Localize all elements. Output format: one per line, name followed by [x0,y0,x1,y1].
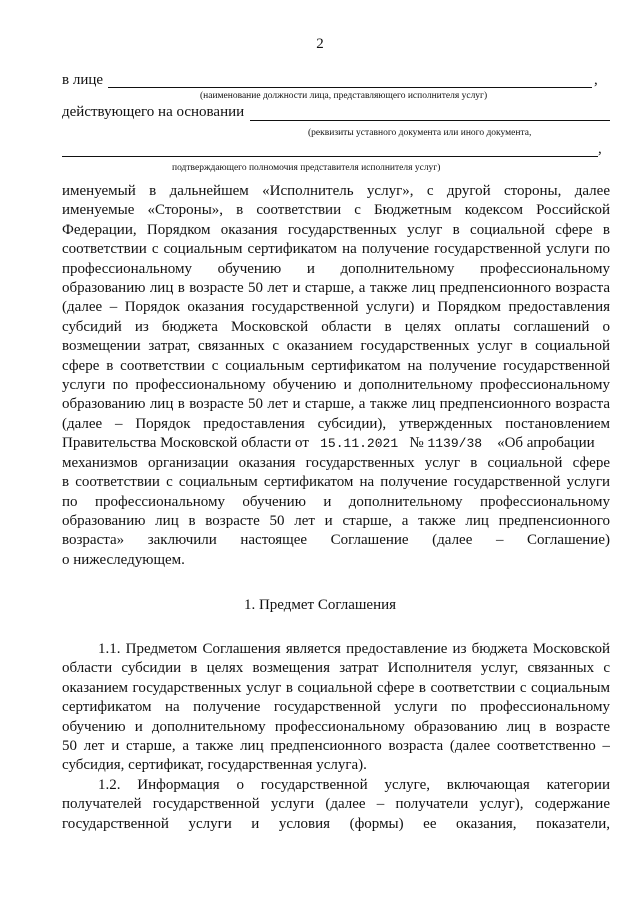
clause-1-2 [62,776,610,834]
text-line: возраста» заключили настоящее Соглашение (далее – Соглашение) [62,532,610,549]
text-line: сфере в соответствии с социальным сертификатом на получение государственной [62,357,610,374]
text-line: услуги по профессиональному обучению и дополнительному профессиональному [62,377,610,394]
text-line: образованию лиц в возрасте 50 лет и старше, а также лиц предпенсионного [62,512,610,529]
text-line: обучению и дополнительному профессиональному образованию лиц в возрасте [62,718,610,735]
text-line: сертификатом на получение государственной услуги по профессиональному [62,699,610,716]
basis-field-line [250,120,610,121]
text-line: оказанием государственных услуг в социальной сфере в соответствии с социальным [62,679,610,696]
text-line: субсидия, сертификат, государственная услуга). [62,757,367,774]
v-lice-label: в лице [62,72,104,88]
text-line: образованию лиц в возрасте 50 лет и старше, а также лиц предпенсионного возраста [62,280,610,297]
text-line: государственной услуги и условия (формы) ее оказания, показатели, [62,815,610,832]
text-line: возмещении затрат, связанных с оказанием государственных услуг в социальной [62,338,610,355]
text-line: именуемые «Стороны», в соответствии с Бюджетным кодексом Российской [62,202,610,219]
decree-prefix: Правительства Московской области от [62,435,309,452]
text-line: механизмов организации оказания государственных услуг в социальной сфере [62,454,610,471]
decree-line [62,434,610,453]
decree-number: 1139/38 [427,436,483,452]
text-line: 1.1. Предметом Соглашения является предоставление из бюджета Московской [98,641,610,657]
text-line: о нижеследующем. [62,551,185,568]
text-line: образованию лиц в возрасте 50 лет и старше, а также лиц предпенсионного возраста [62,396,610,413]
text-line: Федерации, Порядком оказания государственных услуг в социальной сфере в [62,221,610,238]
text-line: субсидий из бюджета Московской области в целях оплаты соглашений о [62,318,610,335]
decree-suffix: «Об апробации [497,435,595,452]
text-line: получателей государственной услуги (далее – получатели услуг), содержание [62,796,610,813]
caption-authority: подтверждающего полномочия представителя исполнителя услуг) [172,163,441,173]
text-line: области субсидии в целях возмещения затрат Исполнителя услуг, связанных с [62,660,610,677]
section-heading: 1. Предмет Соглашения [243,597,397,613]
decree-date: 15.11.2021 [320,436,399,452]
basis-label: действующего на основании [62,104,245,120]
text-line: в соответствии с социальным сертификатом на получение государственной услуги [62,474,610,491]
decree-number-sign: № [409,435,424,452]
authority-comma: , [598,141,602,157]
name-field-line [108,87,592,88]
text-line: именуемый в дальнейшем «Исполнитель услуг», с другой стороны, далее [62,183,610,199]
caption-position: (наименование должности лица, представляющего исполнителя услуг) [200,91,488,101]
caption-charter: (реквизиты уставного документа или иного документа, [308,128,532,138]
clause-1-1 [62,640,610,776]
text-line: соответствии с социальным сертификатом на получение государственной услуги по [62,241,610,258]
text-line: (далее – Порядок оказания государственной услуги) и Порядком предоставления [62,299,610,316]
intro-paragraph [62,182,610,570]
authority-field-line [62,156,598,157]
text-line: 50 лет и старше, а также лиц предпенсионного возраста (далее соответственно – [62,738,610,755]
text-line: 1.2. Информация о государственной услуге, включающая категории [98,777,610,793]
text-line: по профессиональному обучению и дополнительному профессиональному [62,493,610,510]
text-line: (далее – Порядок предоставления субсидии), утвержденных постановлением [62,415,610,432]
text-line: профессиональному обучению и дополнительному профессиональному [62,260,610,277]
v-lice-comma: , [594,72,598,88]
page-number: 2 [316,36,324,52]
